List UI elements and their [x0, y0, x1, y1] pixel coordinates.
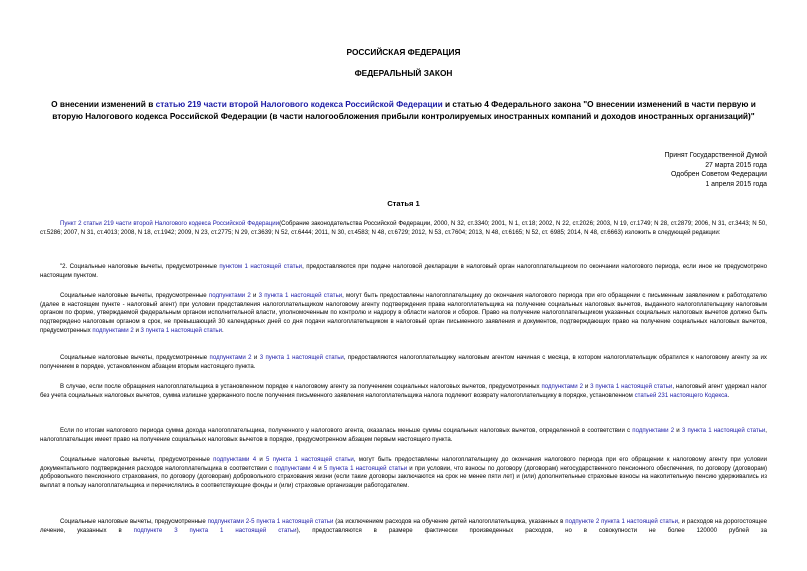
paragraph-7-text-d: и — [316, 464, 324, 472]
paragraph-4-text-c: , предоставляются налогоплательщику налоговым агентом начиная с месяца, в котором налогоплательщик обратился к налоговому агенту за их получением в порядке, установленном абзацем вторым настоящего пункта. — [40, 354, 767, 370]
paragraph-3-link-4[interactable]: 3 пункта 1 настоящей статьи — [140, 326, 222, 334]
paragraph-3-text-a: Социальные налоговые вычеты, предусмотренные — [60, 292, 209, 299]
title-article-link[interactable]: статью 219 части второй Налогового кодекса Российской Федерации — [155, 99, 443, 109]
law-title — [40, 99, 767, 123]
paragraph-5-text-a: В случае, если после обращения налогоплательщика в установленном порядке к налоговому агенту за получением социальных налоговых вычетов, предусмотренных — [60, 383, 542, 390]
title-prefix: О внесении изменений в — [51, 99, 156, 109]
paragraph-6-link-2[interactable]: 3 пункта 1 настоящей статьи — [681, 427, 766, 434]
paragraph-5 — [40, 383, 767, 400]
paragraph-4-link-1[interactable]: подпунктами 2 — [209, 354, 252, 361]
paragraph-7-link-3[interactable]: подпунктами 4 — [274, 464, 317, 472]
paragraph-7-text-b: и — [256, 456, 267, 463]
paragraph-8-text-b: (за исключением расходов на обучение детей налогоплательщика, указанных в — [333, 518, 566, 525]
paragraph-8 — [40, 518, 767, 535]
paragraph-7-text-e: и при условии, что взносы по договору (договорам) негосударственного пенсионного обеспечения, по договору (договорам) добровольного пенсионного страхования, по договору (договорам) добровольного страхования жизни (если такие договоры заключаются на срок не менее пяти лет) и (или) дополнительные страховые взносы на накопительную пенсию удерживались из выплат в пользу налогоплательщика и перечислялись в соответствующие фонды и (или) страховые организации работодателем. — [40, 464, 767, 490]
paragraph-4-link-2[interactable]: 3 пункта 1 настоящей статьи — [259, 354, 344, 361]
paragraph-8-link-1[interactable]: подпунктами 2-5 пункта 1 настоящей статьи — [207, 518, 334, 525]
paragraph-8-link-3[interactable]: подпункте 3 пункта 1 настоящей статьи — [133, 526, 297, 534]
paragraph-1-link[interactable]: Пункт 2 статьи 219 части второй Налогового кодекса Российской Федерации — [60, 220, 280, 227]
paragraph-8-text-a: Социальные налоговые вычеты, предусмотренные — [60, 518, 208, 525]
paragraph-7-link-4[interactable]: 5 пункта 1 настоящей статьи — [323, 464, 408, 472]
paragraph-8-text-d: ), предоставляются в размере фактически произведенных расходов, но в совокупности не более 120000 рублей за — [296, 526, 767, 534]
paragraph-3-text-d: и — [133, 326, 141, 334]
paragraph-4 — [40, 354, 767, 371]
paragraph-3-link-3[interactable]: подпунктами 2 — [92, 326, 134, 334]
approved-council: Одобрен Советом Федерации — [670, 171, 767, 179]
paragraph-7-text-a: Социальные налоговые вычеты, предусмотренные — [60, 456, 214, 463]
approved-council-date: 1 апреля 2015 года — [705, 180, 767, 188]
paragraph-5-text-d: . — [727, 391, 730, 399]
paragraph-3-text-c: , могут быть предоставлены налогоплательщику до окончания налогового периода при его обращении с письменным заявлением к работодателю (далее в настоящем пункте - налоговый агент) при условии представления налогоплательщиком налоговому агенту подтверждения права налогоплательщика на получение социальных налоговых вычетов, выданного налогоплательщику налоговым органом по форме, утверждаемой федеральным органом исполнительной власти, уполномоченным по контролю и надзору в области налогов и сборов. Право на получение налогоплательщиком указанных социальных налоговых вычетов должно быть подтверждено налоговым органом в срок, не превышающий 30 календарных дней со дня подачи налогоплательщиком в налоговый орган письменного заявления и документов, подтверждающих право на получение социальных налоговых вычетов, предусмотренных — [40, 292, 767, 334]
paragraph-7-link-2[interactable]: 5 пункта 1 настоящей статьи — [266, 456, 354, 463]
paragraph-7 — [40, 456, 767, 491]
paragraph-2-link[interactable]: пунктом 1 настоящей статьи — [219, 263, 303, 270]
paragraph-4-text-b: и — [251, 354, 260, 361]
paragraph-5-link-2[interactable]: 3 пункта 1 настоящей статьи — [590, 383, 673, 390]
paragraph-1-text: (Собрание законодательства Российской Федерации, 2000, N 32, ст.3340; 2001, N 1, ст.18; 2002, N 22, ст.2026; 2003, N 19, ст.1749; N 28, ст.2879; 2006, N 31, ст.3443; N 50, ст.5286; 2007, N 31, ст.4013; 2008, N 18, ст.1942; 2009, N 23, ст.2775; N 29, ст.3639; N 52, ст.6444; 2011, N 30, ст.4583; N 48, ст.6729; 2012, N 53, ст.7604; 2013, N 48, ст.6165; N 52, ст. 6985; 2014, N 48, ст.6663) изложить в следующей редакции: — [40, 220, 767, 236]
paragraph-1 — [40, 220, 767, 237]
accepted-duma: Принят Государственной Думой — [664, 152, 767, 159]
paragraph-2 — [40, 263, 767, 280]
adoption-info — [567, 151, 767, 189]
federation-heading: РОССИЙСКАЯ ФЕДЕРАЦИЯ — [346, 47, 461, 57]
paragraph-3 — [40, 292, 767, 336]
paragraph-2-text-a: "2. Социальные налоговые вычеты, предусмотренные — [60, 263, 220, 270]
paragraph-3-link-2[interactable]: 3 пункта 1 настоящей статьи — [258, 292, 343, 299]
paragraph-7-link-1[interactable]: подпунктами 4 — [213, 456, 257, 463]
title-rest: и статью 4 Федерального закона "О внесении изменений в части первую и вторую Налогового кодекса Российской Федерации (в части налогообложения прибыли контролируемых иностранных компаний и доходов иностранных организаций)" — [52, 99, 756, 121]
paragraph-4-text-a: Социальные налоговые вычеты, предусмотренные — [60, 354, 210, 361]
accepted-duma-date: 27 марта 2015 года — [705, 161, 767, 169]
paragraph-3-text-e: . — [222, 326, 224, 334]
paragraph-6-text-b: и — [674, 427, 682, 434]
article-heading: Статья 1 — [387, 199, 420, 208]
paragraph-8-link-2[interactable]: подпункте 2 пункта 1 настоящей статьи — [565, 518, 679, 525]
paragraph-5-link-1[interactable]: подпунктами 2 — [541, 383, 583, 390]
paragraph-3-link-1[interactable]: подпунктами 2 — [208, 292, 251, 299]
paragraph-5-text-c: , налоговый агент удержал налог без учета социальных налоговых вычетов, сумма излишне удержанного после получения письменного заявления налогоплательщика налога подлежит возврату налогоплательщику в порядке, установленном — [40, 383, 767, 399]
paragraph-6-link-1[interactable]: подпунктами 2 — [632, 427, 675, 434]
paragraph-5-link-3[interactable]: статьей 231 настоящего Кодекса — [634, 391, 728, 399]
paragraph-6-text-a: Если по итогам налогового периода сумма дохода налогоплательщика, полученного у налогового агента, оказалась меньше суммы социальных налоговых вычетов, определенной в соответствии с — [60, 427, 633, 434]
paragraph-7-text-c: , могут быть предоставлены налогоплательщику до окончания налогового периода при его обращении к налоговому агенту при условии документального подтверждения расходов налогоплательщика в соответствии с — [40, 456, 768, 472]
paragraph-6-text-c: , налогоплательщик имеет право на получение социальных налоговых вычетов в порядке, предусмотренном абзацем первым настоящего пункта. — [40, 427, 767, 443]
paragraph-3-text-b: и — [250, 292, 259, 299]
paragraph-8-text-c: , и расходов на дорогостоящее лечение, указанных в — [40, 518, 768, 534]
paragraph-6 — [40, 427, 767, 444]
law-type-heading: ФЕДЕРАЛЬНЫЙ ЗАКОН — [354, 68, 453, 78]
paragraph-2-text-b: , предоставляются при подаче налоговой декларации в налоговый орган налогоплательщиком по окончании налогового периода, если иное не предусмотрено настоящим пунктом. — [40, 263, 767, 279]
paragraph-5-text-b: и — [582, 383, 591, 390]
